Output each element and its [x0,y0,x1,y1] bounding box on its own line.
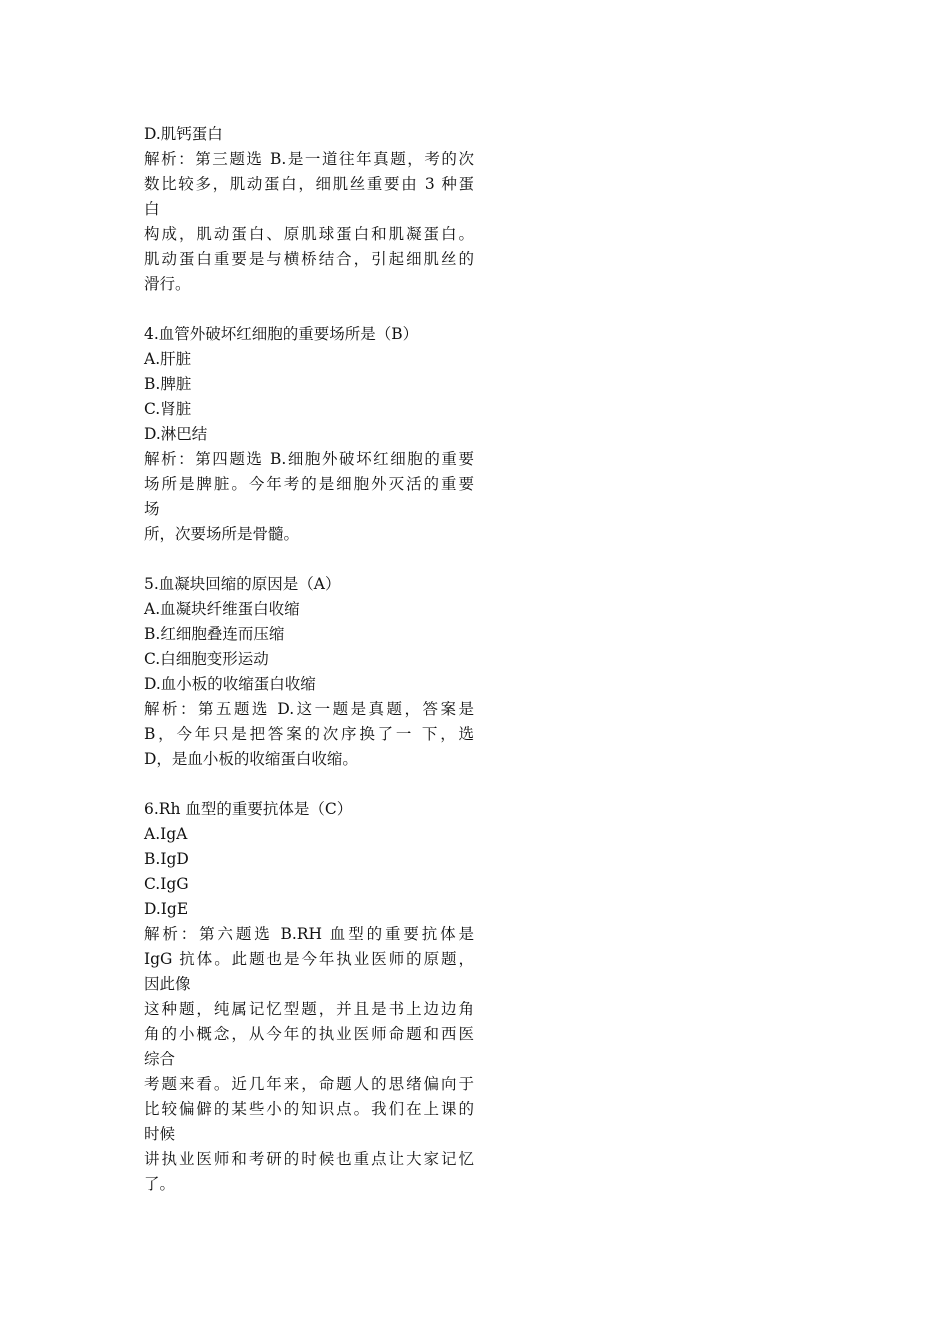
analysis-line: 场所是脾脏。今年考的是细胞外灭活的重要 [144,475,474,493]
analysis-line: 解析：第六题选 B.RH 血型的重要抗体是 [144,925,474,943]
option-line: A.血凝块纤维蛋白收缩 [144,600,300,618]
analysis-line: 因此像 [144,975,191,993]
analysis-line: 考题来看。近几年来，命题人的思绪偏向于 [144,1075,474,1093]
analysis-line: 角的小概念，从今年的执业医师命题和西医 [144,1025,474,1043]
analysis-line: 滑行。 [144,275,191,293]
analysis-line: IgG 抗体。此题也是今年执业医师的原题， [144,950,474,968]
option-line: D.血小板的收缩蛋白收缩 [144,675,316,693]
option-line: D.IgE [144,900,189,918]
blank-line [144,547,474,572]
analysis-line: 解析：第三题选 B.是一道往年真题，考的次 [144,150,474,168]
option-line: D.肌钙蛋白 [144,125,223,143]
option-line: C.肾脏 [144,400,192,418]
option-line: C.白细胞变形运动 [144,650,269,668]
analysis-line: 场 [144,500,160,518]
document-body [144,122,474,1197]
option-line: C.IgG [144,875,189,893]
analysis-line: 构成，肌动蛋白、原肌球蛋白和肌凝蛋白。 [144,225,474,243]
analysis-line: 综合 [144,1050,176,1068]
option-line: B.红细胞叠连而压缩 [144,625,285,643]
analysis-line: 解析：第五题选 D.这一题是真题，答案是 [144,700,474,718]
blank-line [144,297,474,322]
option-line: B.IgD [144,850,189,868]
analysis-line: 了。 [144,1175,176,1193]
option-line: B.脾脏 [144,375,192,393]
blank-line [144,772,474,797]
option-line: A.肝脏 [144,350,192,368]
analysis-line: 数比较多，肌动蛋白，细肌丝重要由 3 种蛋 [144,175,474,193]
question-title: 6.Rh 血型的重要抗体是（C） [144,800,353,818]
analysis-line: D，是血小板的收缩蛋白收缩。 [144,750,358,768]
analysis-line: B，今年只是把答案的次序换了一 下，选 [144,725,474,743]
analysis-line: 时候 [144,1125,176,1143]
analysis-line: 所，次要场所是骨髓。 [144,525,300,543]
option-line: D.淋巴结 [144,425,208,443]
option-line: A.IgA [144,825,188,843]
analysis-line: 比较偏僻的某些小的知识点。我们在上课的 [144,1100,474,1118]
analysis-line: 这种题，纯属记忆型题，并且是书上边边角 [144,1000,474,1018]
question-title: 5.血凝块回缩的原因是（A） [144,575,341,593]
analysis-line: 白 [144,200,160,218]
analysis-line: 讲执业医师和考研的时候也重点让大家记忆 [144,1150,474,1168]
analysis-line: 肌动蛋白重要是与横桥结合，引起细肌丝的 [144,250,474,268]
question-title: 4.血管外破坏红细胞的重要场所是（B） [144,325,419,343]
analysis-line: 解析：第四题选 B.细胞外破坏红细胞的重要 [144,450,474,468]
